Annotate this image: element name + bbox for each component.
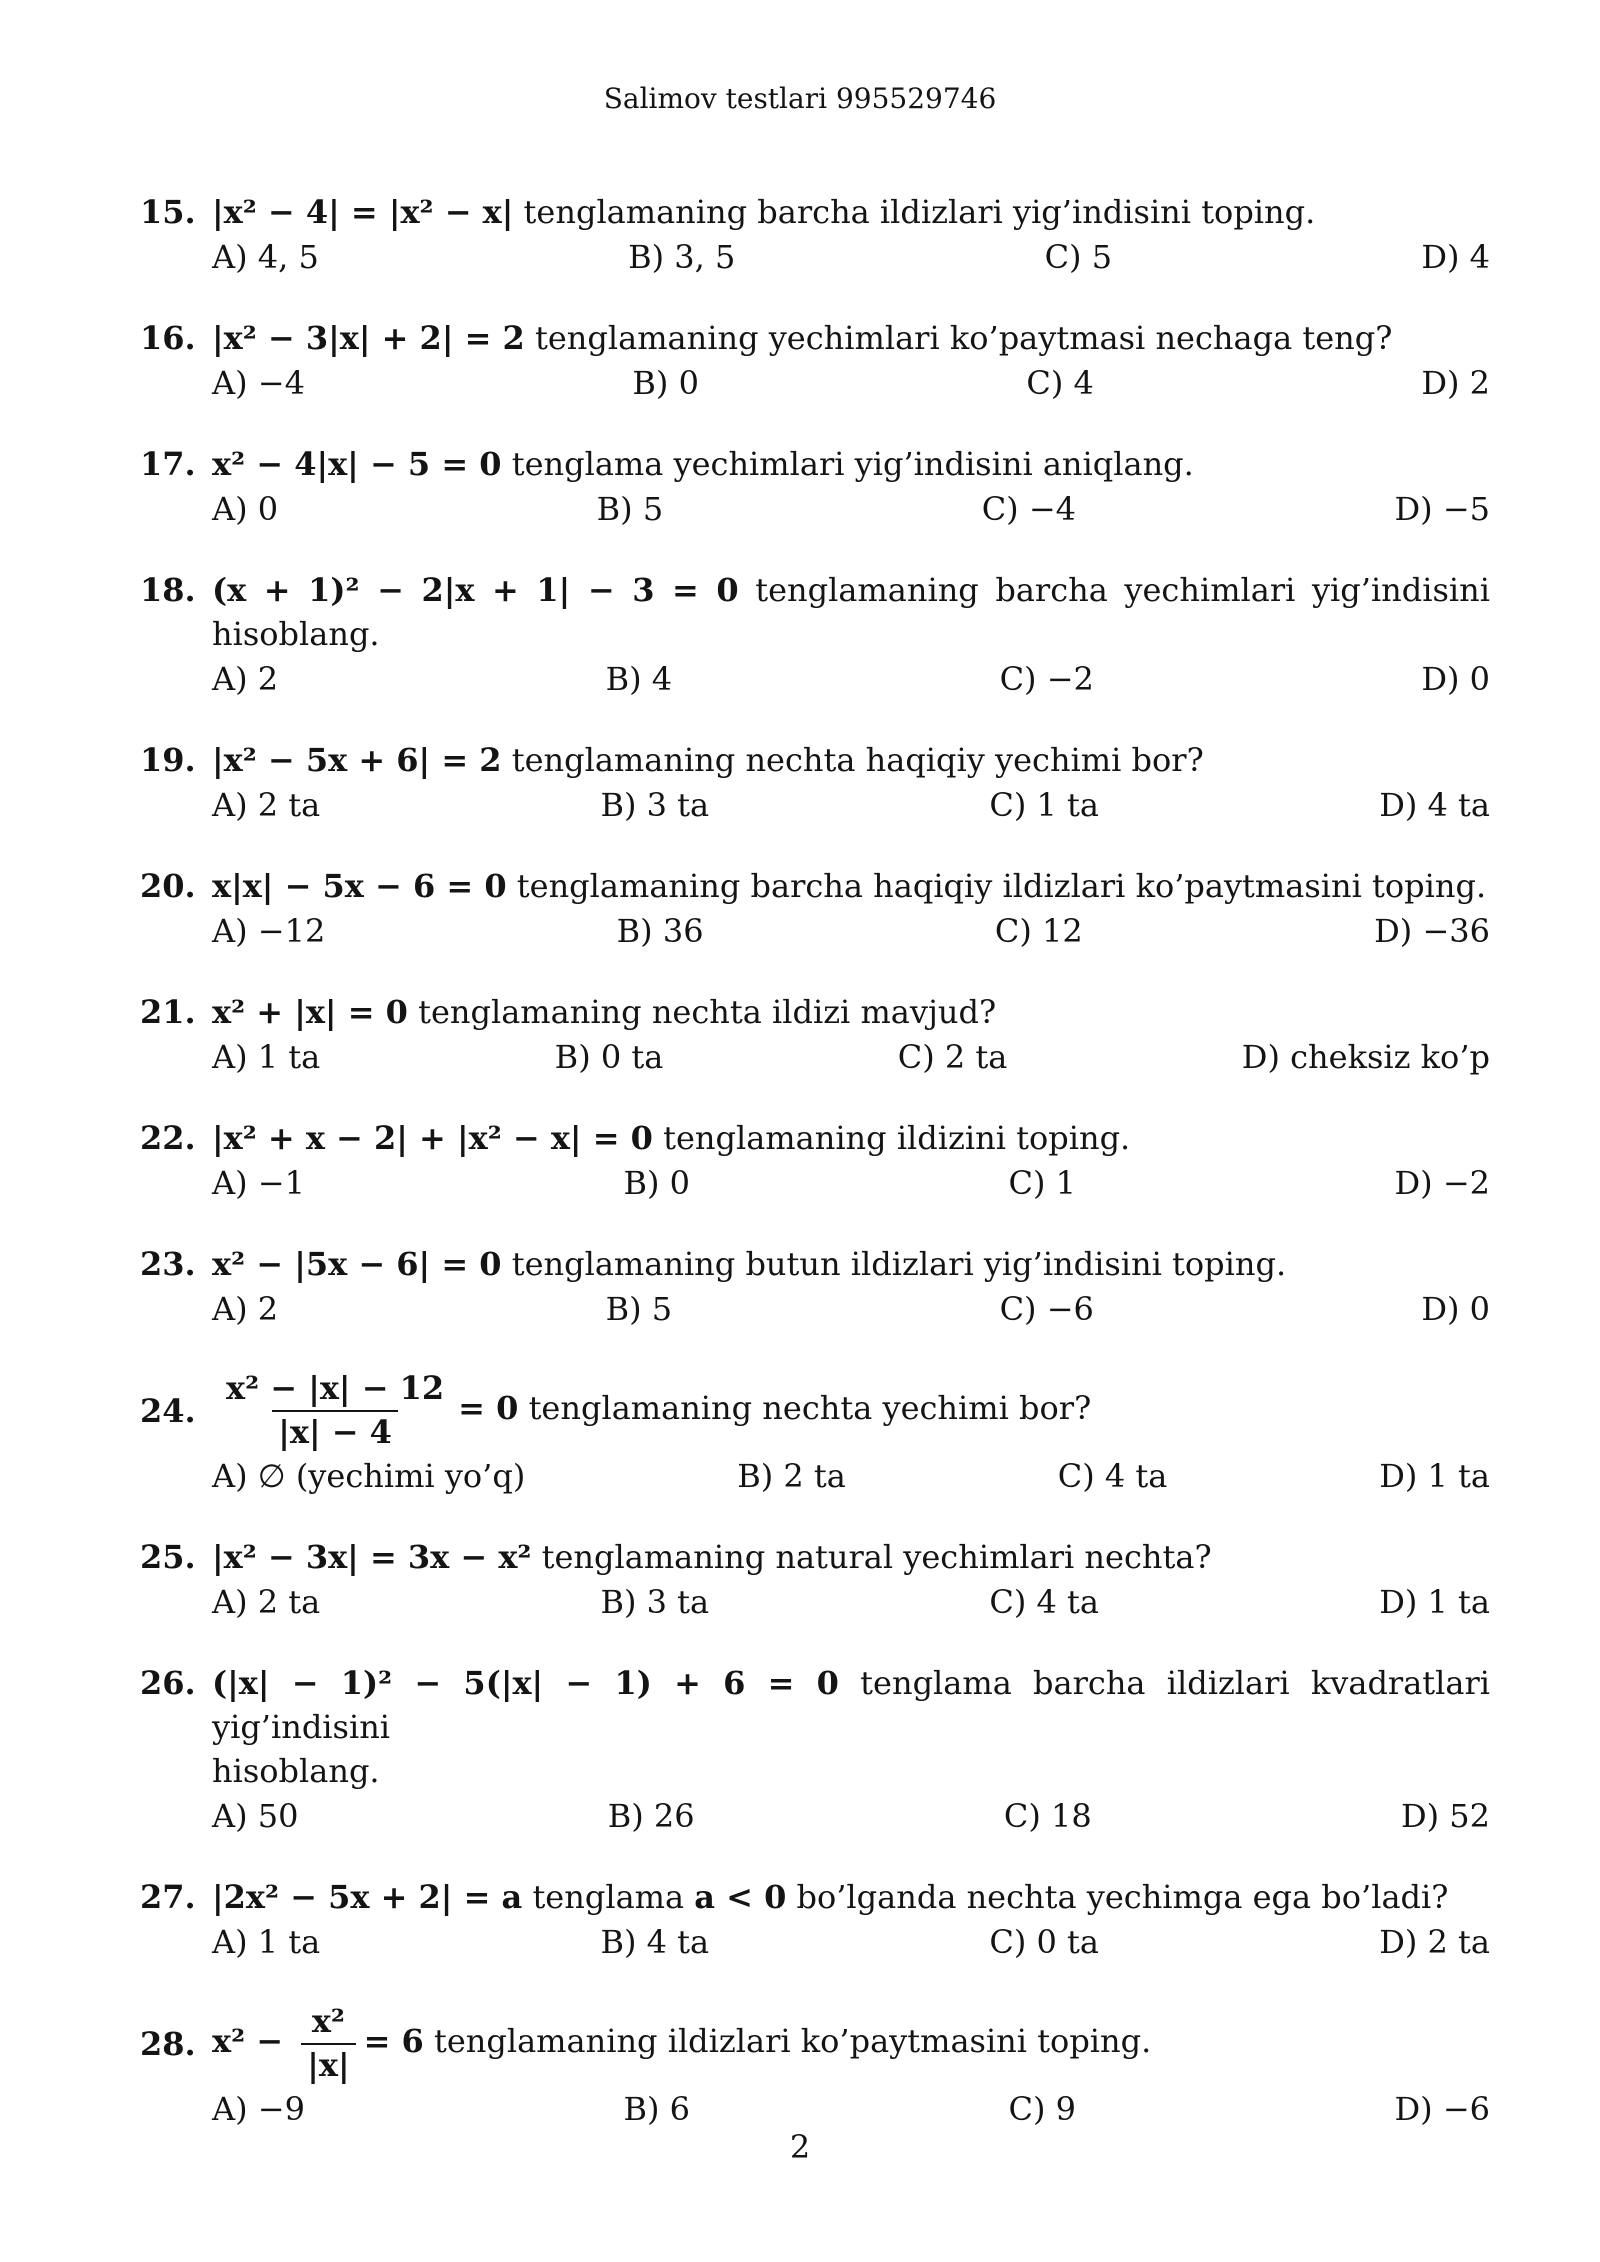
question-continuation: hisoblang. xyxy=(212,615,380,653)
equation-lhs: x² − xyxy=(212,2022,284,2061)
question-text: tenglamaning barcha haqiqiy ildizlari ko’paytmasini toping. xyxy=(506,867,1487,905)
option-b[interactable]: B) 3, 5 xyxy=(628,238,736,276)
option-d[interactable]: D) 1 ta xyxy=(1379,1583,1490,1622)
problem-number: 25. xyxy=(140,1538,196,1577)
equation: (|x| − 1)² − 5(|x| − 1) + 6 = 0 xyxy=(212,1664,839,1703)
equation: |x² − 4| = |x² − x| xyxy=(212,193,514,231)
equation-rhs: = 0 xyxy=(458,1389,519,1428)
question-text: tenglamaning nechta ildizi mavjud? xyxy=(407,993,997,1031)
equation: x² − 4|x| − 5 = 0 xyxy=(212,445,502,483)
problem-17 xyxy=(140,442,1490,532)
option-b[interactable]: B) 26 xyxy=(607,1797,695,1836)
option-a[interactable]: A) −12 xyxy=(212,912,326,950)
option-a[interactable]: A) −4 xyxy=(212,364,305,402)
option-c[interactable]: C) 0 ta xyxy=(989,1923,1099,1962)
equation: x² + |x| = 0 xyxy=(212,993,408,1031)
fraction xyxy=(220,1368,450,1453)
fraction xyxy=(301,2001,355,2086)
option-a[interactable]: A) −1 xyxy=(212,1164,305,1202)
fraction-numerator: x² − |x| − 12 xyxy=(226,1369,445,1407)
option-b[interactable]: B) 4 xyxy=(605,660,673,698)
option-a[interactable]: A) 4, 5 xyxy=(212,238,319,276)
problem-22 xyxy=(140,1116,1490,1206)
problem-number: 26. xyxy=(140,1664,196,1703)
answer-options xyxy=(140,1453,1490,1499)
option-d[interactable]: D) 2 xyxy=(1421,364,1490,402)
question-text: tenglama xyxy=(522,1878,695,1917)
problem-28 xyxy=(140,2001,1490,2132)
question-text: tenglama yechimlari yig’indisini aniqlang. xyxy=(501,445,1194,483)
answer-options xyxy=(140,1160,1490,1206)
option-c[interactable]: C) −2 xyxy=(999,660,1094,698)
option-a[interactable]: A) −9 xyxy=(212,2090,305,2129)
problem-number: 15. xyxy=(140,193,196,231)
equation: (x + 1)² − 2|x + 1| − 3 = 0 xyxy=(212,571,739,609)
equation: |2x² − 5x + 2| = a xyxy=(212,1878,523,1917)
problem-number: 24. xyxy=(140,1391,196,1430)
option-c[interactable]: C) 1 ta xyxy=(989,786,1099,824)
option-a[interactable]: A) 1 ta xyxy=(212,1038,321,1076)
problem-25 xyxy=(140,1535,1490,1625)
option-d[interactable]: D) cheksiz ko’p xyxy=(1241,1038,1490,1076)
option-d[interactable]: D) 4 ta xyxy=(1379,786,1490,824)
question-text: tenglamaning barcha yechimlari yig’indisini xyxy=(738,571,1491,609)
answer-options xyxy=(140,1286,1490,1332)
problem-number: 21. xyxy=(140,993,196,1031)
problem-number: 20. xyxy=(140,867,196,905)
problem-19 xyxy=(140,738,1490,828)
problem-number: 18. xyxy=(140,571,196,609)
problem-number: 19. xyxy=(140,741,196,779)
option-c[interactable]: C) 2 ta xyxy=(897,1038,1008,1076)
question-text: tenglama barcha ildizlari kvadratlari yig’indisini xyxy=(212,1664,1491,1747)
option-b[interactable]: B) 5 xyxy=(596,490,664,528)
condition: a < 0 xyxy=(694,1878,787,1917)
option-d[interactable]: D) 0 xyxy=(1421,660,1490,698)
page-header: Salimov testlari 995529746 xyxy=(603,82,997,115)
question-text-end: bo’lganda nechta yechimga ega bo’ladi? xyxy=(786,1878,1449,1917)
option-a[interactable]: A) 2 xyxy=(212,660,279,698)
option-a[interactable]: A) 2 xyxy=(212,1290,279,1328)
problem-21 xyxy=(140,990,1490,1080)
option-d[interactable]: D) 4 xyxy=(1421,238,1490,276)
problem-number: 16. xyxy=(140,319,196,357)
problem-number: 23. xyxy=(140,1245,196,1283)
option-c[interactable]: C) 12 xyxy=(994,912,1083,950)
equation: |x² − 3x| = 3x − x² xyxy=(212,1538,532,1577)
answer-options xyxy=(140,1919,1490,1965)
answer-options xyxy=(140,486,1490,532)
option-c[interactable]: C) −6 xyxy=(999,1290,1094,1328)
problem-list xyxy=(140,190,1490,2168)
option-a[interactable]: A) 0 xyxy=(212,490,279,528)
equation: x|x| − 5x − 6 = 0 xyxy=(212,867,507,905)
option-a[interactable]: A) 2 ta xyxy=(212,1583,321,1622)
option-d[interactable]: D) 52 xyxy=(1400,1797,1490,1836)
equation: x² − |5x − 6| = 0 xyxy=(212,1245,502,1283)
question-text: tenglamaning yechimlari ko’paytmasi nechaga teng? xyxy=(524,319,1393,357)
answer-options xyxy=(140,360,1490,406)
option-a[interactable]: A) ∅ (yechimi yo’q) xyxy=(212,1457,526,1496)
problem-16 xyxy=(140,316,1490,406)
option-c[interactable]: C) −4 xyxy=(981,490,1076,528)
option-b[interactable]: B) 3 ta xyxy=(600,786,710,824)
option-c[interactable]: C) 9 xyxy=(1008,2090,1076,2129)
option-c[interactable]: C) 18 xyxy=(1003,1797,1092,1836)
option-b[interactable]: B) 4 ta xyxy=(600,1923,710,1962)
question-text: tenglamaning barcha ildizlari yig’indisini toping. xyxy=(513,193,1316,231)
problem-23 xyxy=(140,1242,1490,1332)
question-text: tenglamaning butun ildizlari yig’indisini toping. xyxy=(501,1245,1287,1283)
equation: |x² + x − 2| + |x² − x| = 0 xyxy=(212,1119,653,1157)
equation: |x² − 5x + 6| = 2 xyxy=(212,741,502,779)
option-a[interactable]: A) 1 ta xyxy=(212,1923,321,1962)
option-b[interactable]: B) 6 xyxy=(623,2090,690,2129)
option-d[interactable]: D) 0 xyxy=(1421,1290,1490,1328)
option-c[interactable]: C) 5 xyxy=(1044,238,1113,276)
answer-options xyxy=(140,1034,1490,1080)
option-a[interactable]: A) 50 xyxy=(212,1797,299,1836)
answer-options xyxy=(140,782,1490,828)
option-b[interactable]: B) 3 ta xyxy=(600,1583,710,1622)
option-c[interactable]: C) 4 ta xyxy=(1057,1457,1168,1496)
option-c[interactable]: C) 4 xyxy=(1026,364,1094,402)
option-b[interactable]: B) 0 xyxy=(632,364,699,402)
option-d[interactable]: D) 1 ta xyxy=(1379,1457,1490,1496)
problem-24 xyxy=(140,1368,1490,1499)
question-text: tenglamaning ildizlari ko’paytmasini toping. xyxy=(423,2022,1152,2061)
option-b[interactable]: B) 0 ta xyxy=(554,1038,664,1076)
question-text: tenglamaning natural yechimlari nechta? xyxy=(531,1538,1212,1577)
problem-18 xyxy=(140,568,1490,702)
option-b[interactable]: B) 0 xyxy=(623,1164,690,1202)
question-text: tenglamaning nechta yechimi bor? xyxy=(518,1389,1092,1428)
answer-options xyxy=(140,234,1490,280)
fraction-denominator: |x| − 4 xyxy=(272,1410,398,1454)
option-d[interactable]: D) −2 xyxy=(1394,1164,1490,1202)
problem-20 xyxy=(140,864,1490,954)
answer-options xyxy=(140,908,1490,954)
option-b[interactable]: B) 5 xyxy=(605,1290,673,1328)
option-a[interactable]: A) 2 ta xyxy=(212,786,321,824)
option-c[interactable]: C) 1 xyxy=(1008,1164,1076,1202)
problem-15 xyxy=(140,190,1490,280)
option-d[interactable]: D) −6 xyxy=(1394,2090,1490,2129)
problem-26 xyxy=(140,1661,1490,1839)
answer-options xyxy=(140,2086,1490,2132)
option-d[interactable]: D) −36 xyxy=(1374,912,1490,950)
equation: |x² − 3|x| + 2| = 2 xyxy=(212,319,525,357)
equation-rhs: = 6 xyxy=(363,2022,424,2061)
fraction-denominator: |x| xyxy=(301,2043,355,2087)
question-text: tenglamaning nechta haqiqiy yechimi bor? xyxy=(501,741,1204,779)
question-continuation: hisoblang. xyxy=(212,1752,380,1791)
option-b[interactable]: B) 2 ta xyxy=(737,1457,846,1496)
option-c[interactable]: C) 4 ta xyxy=(989,1583,1099,1622)
answer-options xyxy=(140,1793,1490,1839)
answer-options xyxy=(140,656,1490,702)
option-d[interactable]: D) −5 xyxy=(1394,490,1490,528)
option-d[interactable]: D) 2 ta xyxy=(1379,1923,1490,1962)
page-number: 2 xyxy=(789,2128,811,2166)
problem-number: 17. xyxy=(140,445,196,483)
problem-number: 27. xyxy=(140,1878,196,1917)
option-b[interactable]: B) 36 xyxy=(616,912,704,950)
answer-options xyxy=(140,1579,1490,1625)
problem-27 xyxy=(140,1875,1490,1965)
problem-number: 28. xyxy=(140,2024,196,2063)
fraction-numerator: x² xyxy=(311,2002,345,2041)
question-text: tenglamaning ildizini toping. xyxy=(652,1119,1131,1157)
problem-number: 22. xyxy=(140,1119,196,1157)
